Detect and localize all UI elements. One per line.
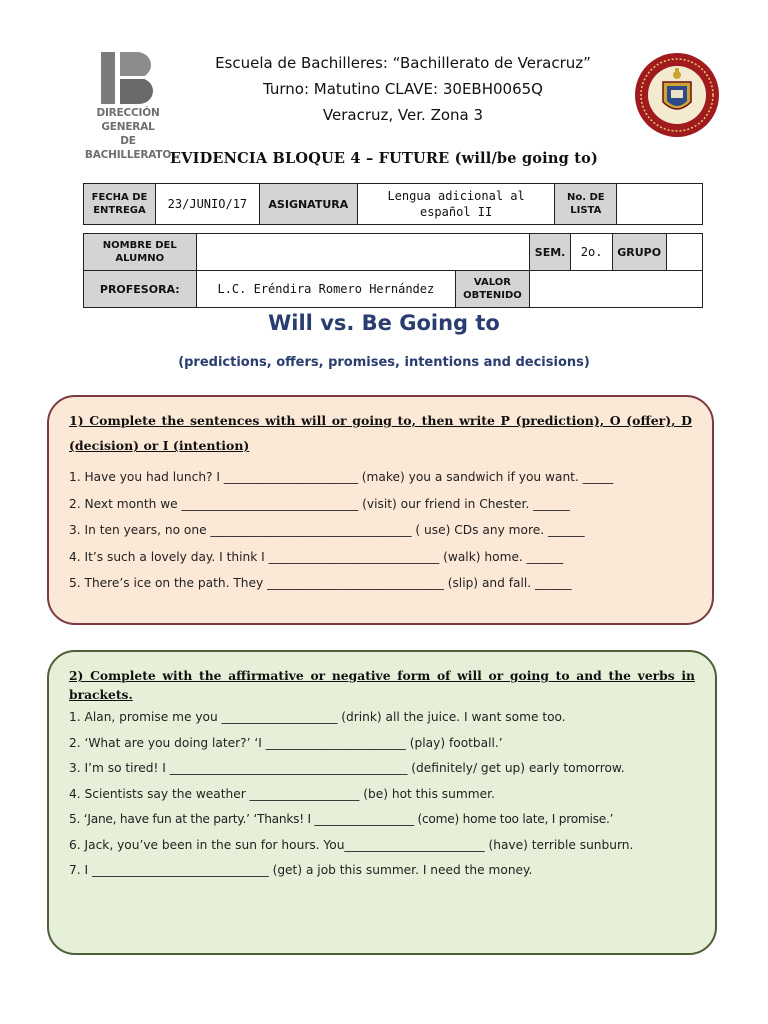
student-info-table <box>83 233 703 308</box>
exercise-1-item[interactable]: 4. It’s such a lovely day. I think I ____________________________ (walk) home. ______ <box>69 549 564 564</box>
subject-label: ASIGNATURA <box>259 184 357 225</box>
exercise-1-box <box>47 395 714 625</box>
score-label: VALOR OBTENIDO <box>456 271 530 308</box>
teacher-value: L.C. Eréndira Romero Hernández <box>196 271 456 308</box>
exercise-1-list <box>69 467 692 600</box>
teacher-label: PROFESORA: <box>84 271 197 308</box>
exercise-2-item[interactable]: 1. Alan, promise me you ___________________ (drink) all the juice. I want some too. <box>69 710 566 724</box>
exercise-2-item[interactable]: 7. I _____________________________ (get) a job this summer. I need the money. <box>69 863 533 877</box>
semester-value: 2o. <box>571 234 612 271</box>
exercise-2-instruction: 2) Complete with the affirmative or negative form of will or going to and the verbs in brackets. <box>69 668 695 702</box>
student-name-field[interactable] <box>196 234 529 271</box>
semester-label: SEM. <box>529 234 571 271</box>
delivery-date-label: FECHA DE ENTREGA <box>84 184 156 225</box>
school-name: Escuela de Bachilleres: “Bachillerato de Veracruz” <box>215 54 591 72</box>
exercise-2-box <box>47 650 717 955</box>
delivery-info-table <box>83 183 703 225</box>
exercise-1-item[interactable]: 2. Next month we _____________________________ (visit) our friend in Chester. ______ <box>69 496 570 511</box>
dgb-logo-mark <box>97 50 159 106</box>
exercise-2-item[interactable]: 6. Jack, you’ve been in the sun for hours. You_______________________ (have) terrible sunburn. <box>69 837 634 852</box>
logo-caption-1: DIRECCIÓN GENERAL <box>96 107 160 133</box>
exercise-2-item[interactable]: 5. ‘Jane, have fun at the party.’ ‘Thanks! I _________________ (come) home too late, I promise.’ <box>69 812 614 826</box>
delivery-date-value: 23/JUNIO/17 <box>155 184 259 225</box>
exercise-1-item[interactable]: 1. Have you had lunch? I ______________________ (make) you a sandwich if you want. _____ <box>69 470 614 484</box>
school-location: Veracruz, Ver. Zona 3 <box>322 106 484 124</box>
school-header <box>180 50 626 128</box>
school-shift-key: Turno: Matutino CLAVE: 30EBH0065Q <box>263 80 543 98</box>
exercise-1-item[interactable]: 3. In ten years, no one _________________________________ ( use) CDs any more. ______ <box>69 523 585 537</box>
exercise-1-instruction: 1) Complete the sentences with will or going to, then write P (prediction), O (offer), D (decision) or I (intention) <box>69 413 692 453</box>
list-number-field[interactable] <box>617 184 703 225</box>
score-field[interactable] <box>529 271 702 308</box>
page-subtitle: (predictions, offers, promises, intentions and decisions) <box>178 355 590 370</box>
exercise-2-item[interactable]: 3. I’m so tired! I _______________________________________ (definitely/ get up) early tomorrow. <box>69 761 625 775</box>
page-title: Will vs. Be Going to <box>268 311 500 335</box>
exercise-2-list <box>69 708 695 880</box>
dgb-logo <box>78 50 178 161</box>
logo-caption-2: DE BACHILLERATO <box>84 135 172 161</box>
exercise-2-item[interactable]: 4. Scientists say the weather __________________ (be) hot this summer. <box>69 786 495 801</box>
student-name-label: NOMBRE DEL ALUMNO <box>84 234 197 271</box>
subject-value: Lengua adicional al español II <box>357 184 555 225</box>
exercise-1-item[interactable]: 5. There’s ice on the path. They _____________________________ (slip) and fall. ______ <box>69 576 572 590</box>
group-label: GRUPO <box>612 234 666 271</box>
list-number-label: No. DE LISTA <box>555 184 617 225</box>
school-seal-icon <box>634 52 720 138</box>
group-field[interactable] <box>666 234 702 271</box>
exercise-2-item[interactable]: 2. ‘What are you doing later?’ ‘I _______________________ (play) football.’ <box>69 735 503 750</box>
evidence-title: EVIDENCIA BLOQUE 4 – FUTURE (will/be going to) <box>169 150 599 167</box>
